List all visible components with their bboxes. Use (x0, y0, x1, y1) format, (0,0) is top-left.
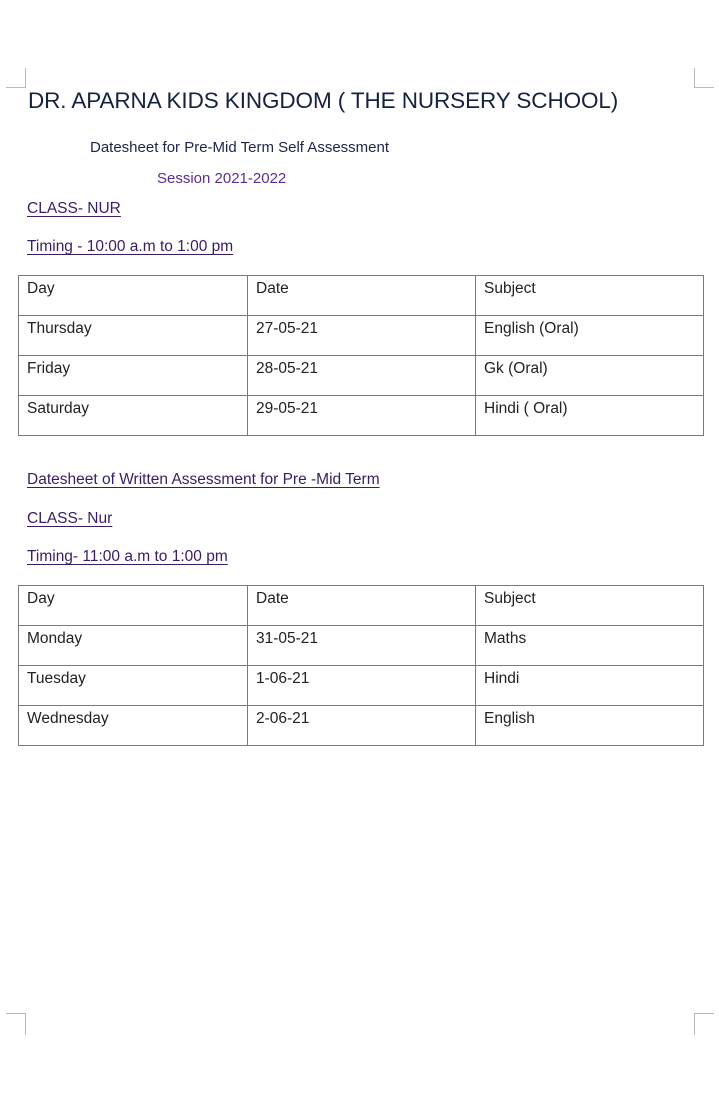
cell-day: Monday (19, 626, 248, 666)
cell-day: Wednesday (19, 706, 248, 746)
cell-day: Tuesday (19, 666, 248, 706)
school-title: DR. APARNA KIDS KINGDOM ( THE NURSERY SCHOOL) (28, 88, 619, 113)
header-subject: Subject (476, 276, 704, 316)
cell-subject: English (476, 706, 704, 746)
table-row (19, 626, 704, 666)
cell-date: 2-06-21 (248, 706, 476, 746)
table-row (19, 396, 704, 436)
header-day: Day (19, 586, 248, 626)
written-datesheet-table (18, 585, 704, 746)
header-subject: Subject (476, 586, 704, 626)
cell-subject: Gk (Oral) (476, 356, 704, 396)
cell-day: Saturday (19, 396, 248, 436)
cell-date: 28-05-21 (248, 356, 476, 396)
table-row (19, 706, 704, 746)
written-class-label: CLASS- Nur (27, 510, 113, 527)
oral-datesheet-table (18, 275, 704, 436)
oral-timing-label: Timing - 10:00 a.m to 1:00 pm (27, 238, 234, 255)
table-row (19, 356, 704, 396)
cell-day: Friday (19, 356, 248, 396)
session-label: Session 2021-2022 (157, 170, 287, 187)
oral-class-label: CLASS- NUR (27, 200, 121, 217)
cell-date: 29-05-21 (248, 396, 476, 436)
written-section-heading: Datesheet of Written Assessment for Pre -Mid Term (27, 471, 380, 488)
cell-subject: Hindi ( Oral) (476, 396, 704, 436)
header-day: Day (19, 276, 248, 316)
header-date: Date (248, 586, 476, 626)
cell-subject: English (Oral) (476, 316, 704, 356)
cell-date: 31-05-21 (248, 626, 476, 666)
cell-date: 27-05-21 (248, 316, 476, 356)
table-row (19, 666, 704, 706)
table-header-row (19, 276, 704, 316)
table-header-row (19, 586, 704, 626)
cell-subject: Hindi (476, 666, 704, 706)
header-date: Date (248, 276, 476, 316)
cell-date: 1-06-21 (248, 666, 476, 706)
cell-subject: Maths (476, 626, 704, 666)
written-timing-label: Timing- 11:00 a.m to 1:00 pm (27, 548, 228, 565)
table-row (19, 316, 704, 356)
datesheet-subtitle: Datesheet for Pre-Mid Term Self Assessment (90, 139, 390, 156)
cell-day: Thursday (19, 316, 248, 356)
